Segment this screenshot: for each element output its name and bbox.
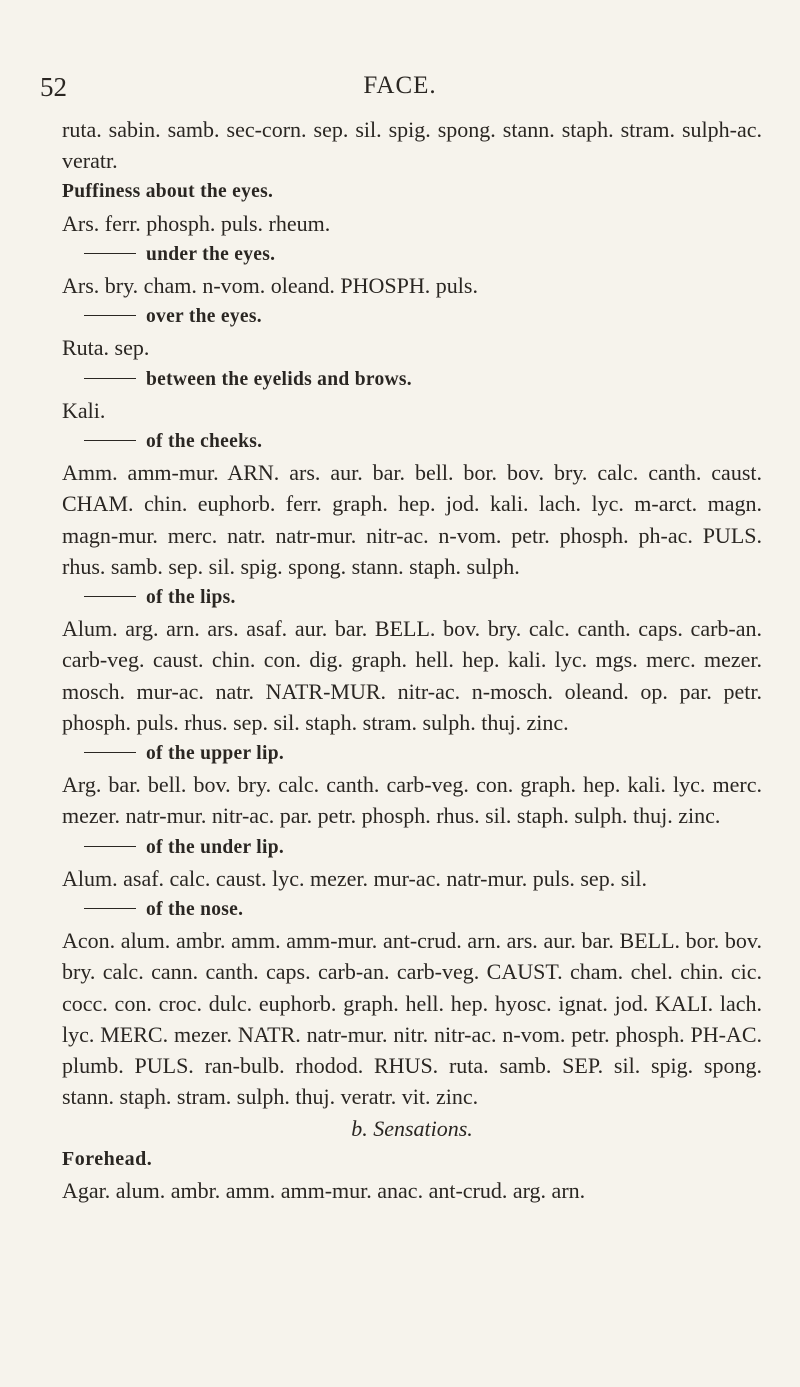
dash-rule xyxy=(84,315,136,316)
entry-cheeks: Amm. amm-mur. ARN. ars. aur. bar. bell. bor. bov. bry. calc. canth. caust. CHAM. chin. euphorb. ferr. graph. hep. jod. kali. lach. lyc. m-arct. magn. magn-mur. merc. natr. natr-mur. nitr-ac. n-vom. petr. phosph. ph-ac. PULS. rhus. samb. sep. sil. spig. spong. stann. staph. sulph. xyxy=(62,460,762,579)
dash-rule xyxy=(84,596,136,597)
subheading-cheeks: of the cheeks. xyxy=(62,426,762,457)
entry-under-lip: Alum. asaf. calc. caust. lyc. mezer. mur-ac. natr-mur. puls. sep. sil. xyxy=(62,865,647,891)
subheading-eyelids-brows: between the eyelids and brows. xyxy=(62,364,762,395)
entry-forehead: Agar. alum. ambr. amm. amm-mur. anac. ant-crud. arg. arn. xyxy=(62,1177,586,1203)
entry-continued: ruta. sabin. samb. sec-corn. sep. sil. spig. spong. stann. staph. stram. sulph-ac. veratr. xyxy=(62,117,762,174)
dash-rule xyxy=(84,908,136,909)
entry-under-eyes: Ars. bry. cham. n-vom. oleand. PHOSPH. puls. xyxy=(62,273,478,299)
dash-rule xyxy=(84,253,136,254)
dash-rule xyxy=(84,752,136,753)
entry-puffiness: Ars. ferr. phosph. puls. rheum. xyxy=(62,210,331,236)
page-body xyxy=(62,114,762,1206)
dash-rule xyxy=(84,846,136,847)
entry-nose: Acon. alum. ambr. amm. amm-mur. ant-crud. arn. ars. aur. bar. BELL. bor. bov. bry. calc. cann. canth. caps. carb-an. carb-veg. CAUST. cham. chel. chin. cic. cocc. con. croc. dulc. euphorb. graph. hell. hep. hyosc. ignat. jod. KALI. lach. lyc. MERC. mezer. NATR. natr-mur. nitr. nitr-ac. n-vom. petr. phosph. PH-AC. plumb. PULS. ran-bulb. rhodod. RHUS. ruta. samb. SEP. sil. spig. spong. stann. staph. stram. sulph. thuj. veratr. vit. zinc. xyxy=(62,928,762,1110)
subheading-lips: of the lips. xyxy=(62,582,762,613)
subheading-under-eyes: under the eyes. xyxy=(62,239,762,270)
dash-rule xyxy=(84,440,136,441)
heading-forehead: Forehead. xyxy=(62,1147,153,1170)
dash-rule xyxy=(84,378,136,379)
running-title: FACE. xyxy=(363,72,437,99)
subheading-under-lip: of the under lip. xyxy=(62,832,762,863)
section-title-sensations: b. Sensations. xyxy=(351,1115,473,1141)
heading-puffiness: Puffiness about the eyes. xyxy=(62,181,274,203)
page-header xyxy=(40,72,760,108)
subheading-upper-lip: of the upper lip. xyxy=(62,738,762,769)
entry-eyelids-brows: Kali. xyxy=(62,397,106,423)
subheading-nose: of the nose. xyxy=(62,894,762,925)
subheading-over-eyes: over the eyes. xyxy=(62,301,762,332)
entry-over-eyes: Ruta. sep. xyxy=(62,335,150,361)
entry-lips: Alum. arg. arn. ars. asaf. aur. bar. BELL. bov. bry. calc. canth. caps. carb-an. carb-veg. caust. chin. con. dig. graph. hell. hep. kali. lyc. mgs. merc. mezer. mosch. mur-ac. natr. NATR-MUR. nitr-ac. n-mosch. oleand. op. par. petr. phosph. puls. rhus. sep. sil. staph. stram. sulph. thuj. zinc. xyxy=(62,616,762,735)
page-number: 52 xyxy=(40,72,67,102)
entry-upper-lip: Arg. bar. bell. bov. bry. calc. canth. carb-veg. con. graph. hep. kali. lyc. merc. mezer. natr-mur. nitr-ac. par. petr. phosph. rhus. sil. staph. sulph. thuj. zinc. xyxy=(62,772,762,829)
